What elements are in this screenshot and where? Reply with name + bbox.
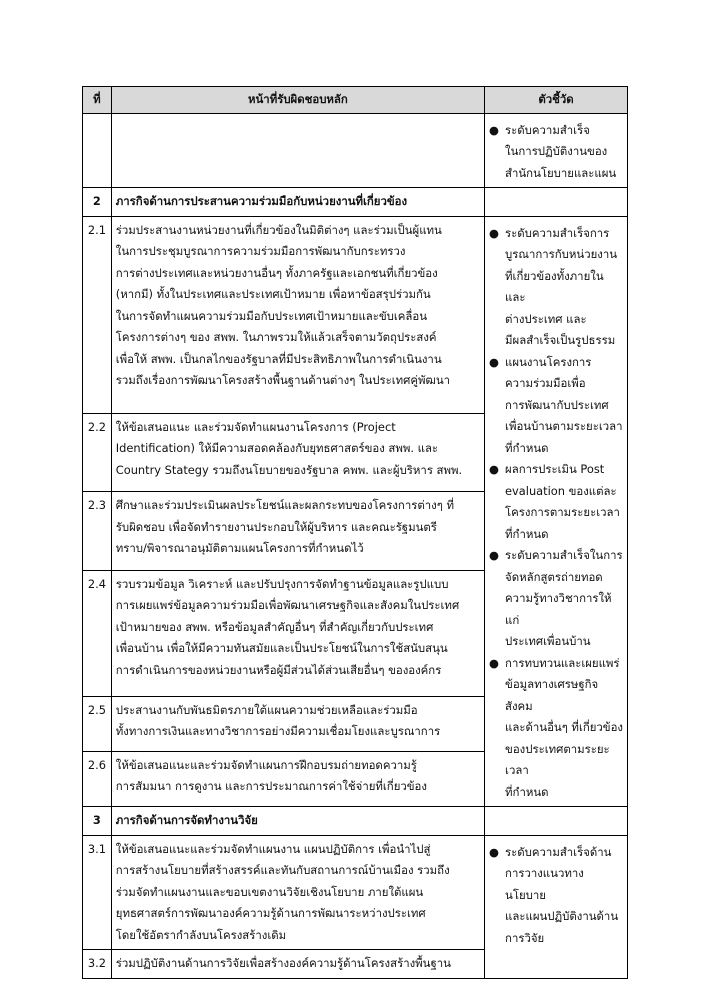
row-no: 3.1 [83, 835, 112, 950]
section-indicator-empty [485, 188, 628, 217]
row-text: ร่วมประสานงานหน่วยงานที่เกี่ยวข้องในมิติต่างๆ และร่วมเป็นผู้แทน ในการประชุมบูรณาการความร่วมมือการพัฒนากับกระทรวง การต่างประเทศและหน่วยงานอื่นๆ ทั้งภาครัฐและเอกชนที่เกี่ยวข้อง (หากมี) ทั้งในประเทศและประเทศเป้าหมาย เพื่อหาข้อสรุปร่วมกัน ในการจัดทำแผนความร่วมมือกับประเทศเป้าหมายและขับเคลื่อน โครงการต่างๆ ของ สพพ. ในภาพรวมให้แล้วเสร็จตามวัตถุประสงค์ เพื่อให้ สพพ. เป็นกลไกของรัฐบาลที่มีประสิทธิภาพในการดำเนินงาน รวมถึงเรื่องการพัฒนาโครงสร้างพื้นฐานด้านต่างๆ ในประเทศคู่พัฒนา [111, 216, 484, 413]
document-page [82, 86, 628, 979]
bullet-icon: ● [489, 844, 499, 859]
row-no: 2.2 [83, 413, 112, 492]
list-item: ● ระดับความสำเร็จด้าน การวางแนวทาง นโยบาย และแผนปฏิบัติงานด้าน การวิจัย [489, 842, 623, 950]
section-indicator-empty [485, 807, 628, 836]
table-row [83, 216, 628, 413]
bullet-icon: ● [489, 122, 499, 137]
indicator-cell [485, 216, 628, 807]
row-no: 3.2 [83, 950, 112, 979]
bullet-icon: ● [489, 548, 499, 562]
header-responsibility: หน้าที่รับผิดชอบหลัก [111, 87, 484, 114]
list-item: ● ผลการประเมิน Post evaluation ของแต่ละ โครงการตามระยะเวลา ที่กำหนด [489, 459, 623, 545]
table-row [83, 113, 628, 188]
indicator-cell [485, 835, 628, 978]
section-title: ภารกิจด้านการจัดทำงานวิจัย [111, 807, 484, 836]
list-item: ● การทบทวนและเผยแพร่ ข้อมูลทางเศรษฐกิจ สังคม และด้านอื่นๆ ที่เกี่ยวข้อง ของประเทศตามระยะเวลา ที่กำหนด [489, 653, 623, 804]
table-header-row [83, 87, 628, 114]
row-no: 2.1 [83, 216, 112, 413]
row-no: 2.5 [83, 696, 112, 751]
list-item: ● ระดับความสำเร็จในการ จัดหลักสูตรถ่ายทอด ความรู้ทางวิชาการให้แก่ ประเทศเพื่อนบ้าน [489, 545, 623, 653]
list-item: ● แผนงานโครงการ ความร่วมมือเพื่อ การพัฒนากับประเทศ เพื่อนบ้านตามระยะเวลา ที่กำหนด [489, 352, 623, 460]
row-text: ให้ข้อเสนอแนะ และร่วมจัดทำแผนงานโครงการ (Project Identification) ให้มีความสอดคล้องกับยุทธศาสตร์ของ สพพ. และ Country Stategy รวมถึงนโยบายของรัฐบาล คพพ. และผู้บริหาร สพพ. [111, 413, 484, 492]
table-row [83, 835, 628, 950]
bullet-icon: ● [489, 655, 499, 670]
row-text: ศึกษาและร่วมประเมินผลประโยชน์และผลกระทบของโครงการต่างๆ ที่ รับผิดชอบ เพื่อจัดทำรายงานประกอบให้ผู้บริหาร และคณะรัฐมนตรี ทราบ/พิจารณาอนุมัติตามแผนโครงการที่กำหนดไว้ [111, 492, 484, 571]
row-text: ให้ข้อเสนอแนะและร่วมจัดทำแผนการฝึกอบรมถ่ายทอดความรู้ การสัมมนา การดูงาน และการประมาณการค่าใช้จ่ายที่เกี่ยวข้อง [111, 751, 484, 806]
row-text: รวบรวมข้อมูล วิเคราะห์ และปรับปรุงการจัดทำฐานข้อมูลและรูปแบบ การเผยแพร่ข้อมูลความร่วมมือเพื่อพัฒนาเศรษฐกิจและสังคมในประเทศ เป้าหมายของ สพพ. หรือข้อมูลสำคัญอื่นๆ ที่สำคัญเกี่ยวกับประเทศ เพื่อนบ้าน เพื่อให้มีความทันสมัยและเป็นประโยชน์ในการใช้สนับสนุน การดำเนินการของหน่วยงานหรือผู้มีส่วนได้ส่วนเสียอื่นๆ ขององค์กร [111, 570, 484, 696]
header-no: ที่ [83, 87, 112, 114]
section-no: 2 [83, 188, 112, 217]
section-row [83, 188, 628, 217]
section-no: 3 [83, 807, 112, 836]
responsibility-table [82, 86, 628, 979]
row-no: 2.3 [83, 492, 112, 571]
section-title: ภารกิจด้านการประสานความร่วมมือกับหน่วยงานที่เกี่ยวข้อง [111, 188, 484, 217]
section-row [83, 807, 628, 836]
row-text: ให้ข้อเสนอแนะและร่วมจัดทำแผนงาน แผนปฏิบัติการ เพื่อนำไปสู่ การสร้างนโยบายที่สร้างสรรค์และทันกับสถานการณ์บ้านเมือง รวมถึง ร่วมจัดทำแผนงานและขอบเขตงานวิจัยเชิงนโยบาย ภายใต้แผน ยุทธศาสตร์การพัฒนาองค์ความรู้ด้านการพัฒนาระหว่างประเทศ โดยใช้อัตรากำลังบนโครงสร้างเดิม [111, 835, 484, 950]
row-no: 2.6 [83, 751, 112, 806]
row-text: ประสานงานกับพันธมิตรภายใต้แผนความช่วยเหลือและร่วมมือ ทั้งทางการเงินและทางวิชาการอย่างมีความเชื่อมโยงและบูรณาการ [111, 696, 484, 751]
indicator-cell [485, 113, 628, 188]
list-item: ● ระดับความสำเร็จ ในการปฏิบัติงานของ สำนักนโยบายและแผน [489, 120, 623, 185]
bullet-icon: ● [489, 225, 499, 240]
list-item: ● ระดับความสำเร็จการ บูรณาการกับหน่วยงาน ที่เกี่ยวข้องทั้งภายในและ ต่างประเทศ และ มีผลสำเร็จเป็นรูปธรรม [489, 223, 623, 352]
row-text: ร่วมปฏิบัติงานด้านการวิจัยเพื่อสร้างองค์ความรู้ด้านโครงสร้างพื้นฐาน [111, 950, 484, 979]
row-no [83, 113, 112, 188]
row-text [111, 113, 484, 188]
bullet-icon: ● [489, 354, 499, 369]
header-indicator: ตัวชี้วัด [485, 87, 628, 114]
row-no: 2.4 [83, 570, 112, 696]
bullet-icon: ● [489, 462, 499, 476]
